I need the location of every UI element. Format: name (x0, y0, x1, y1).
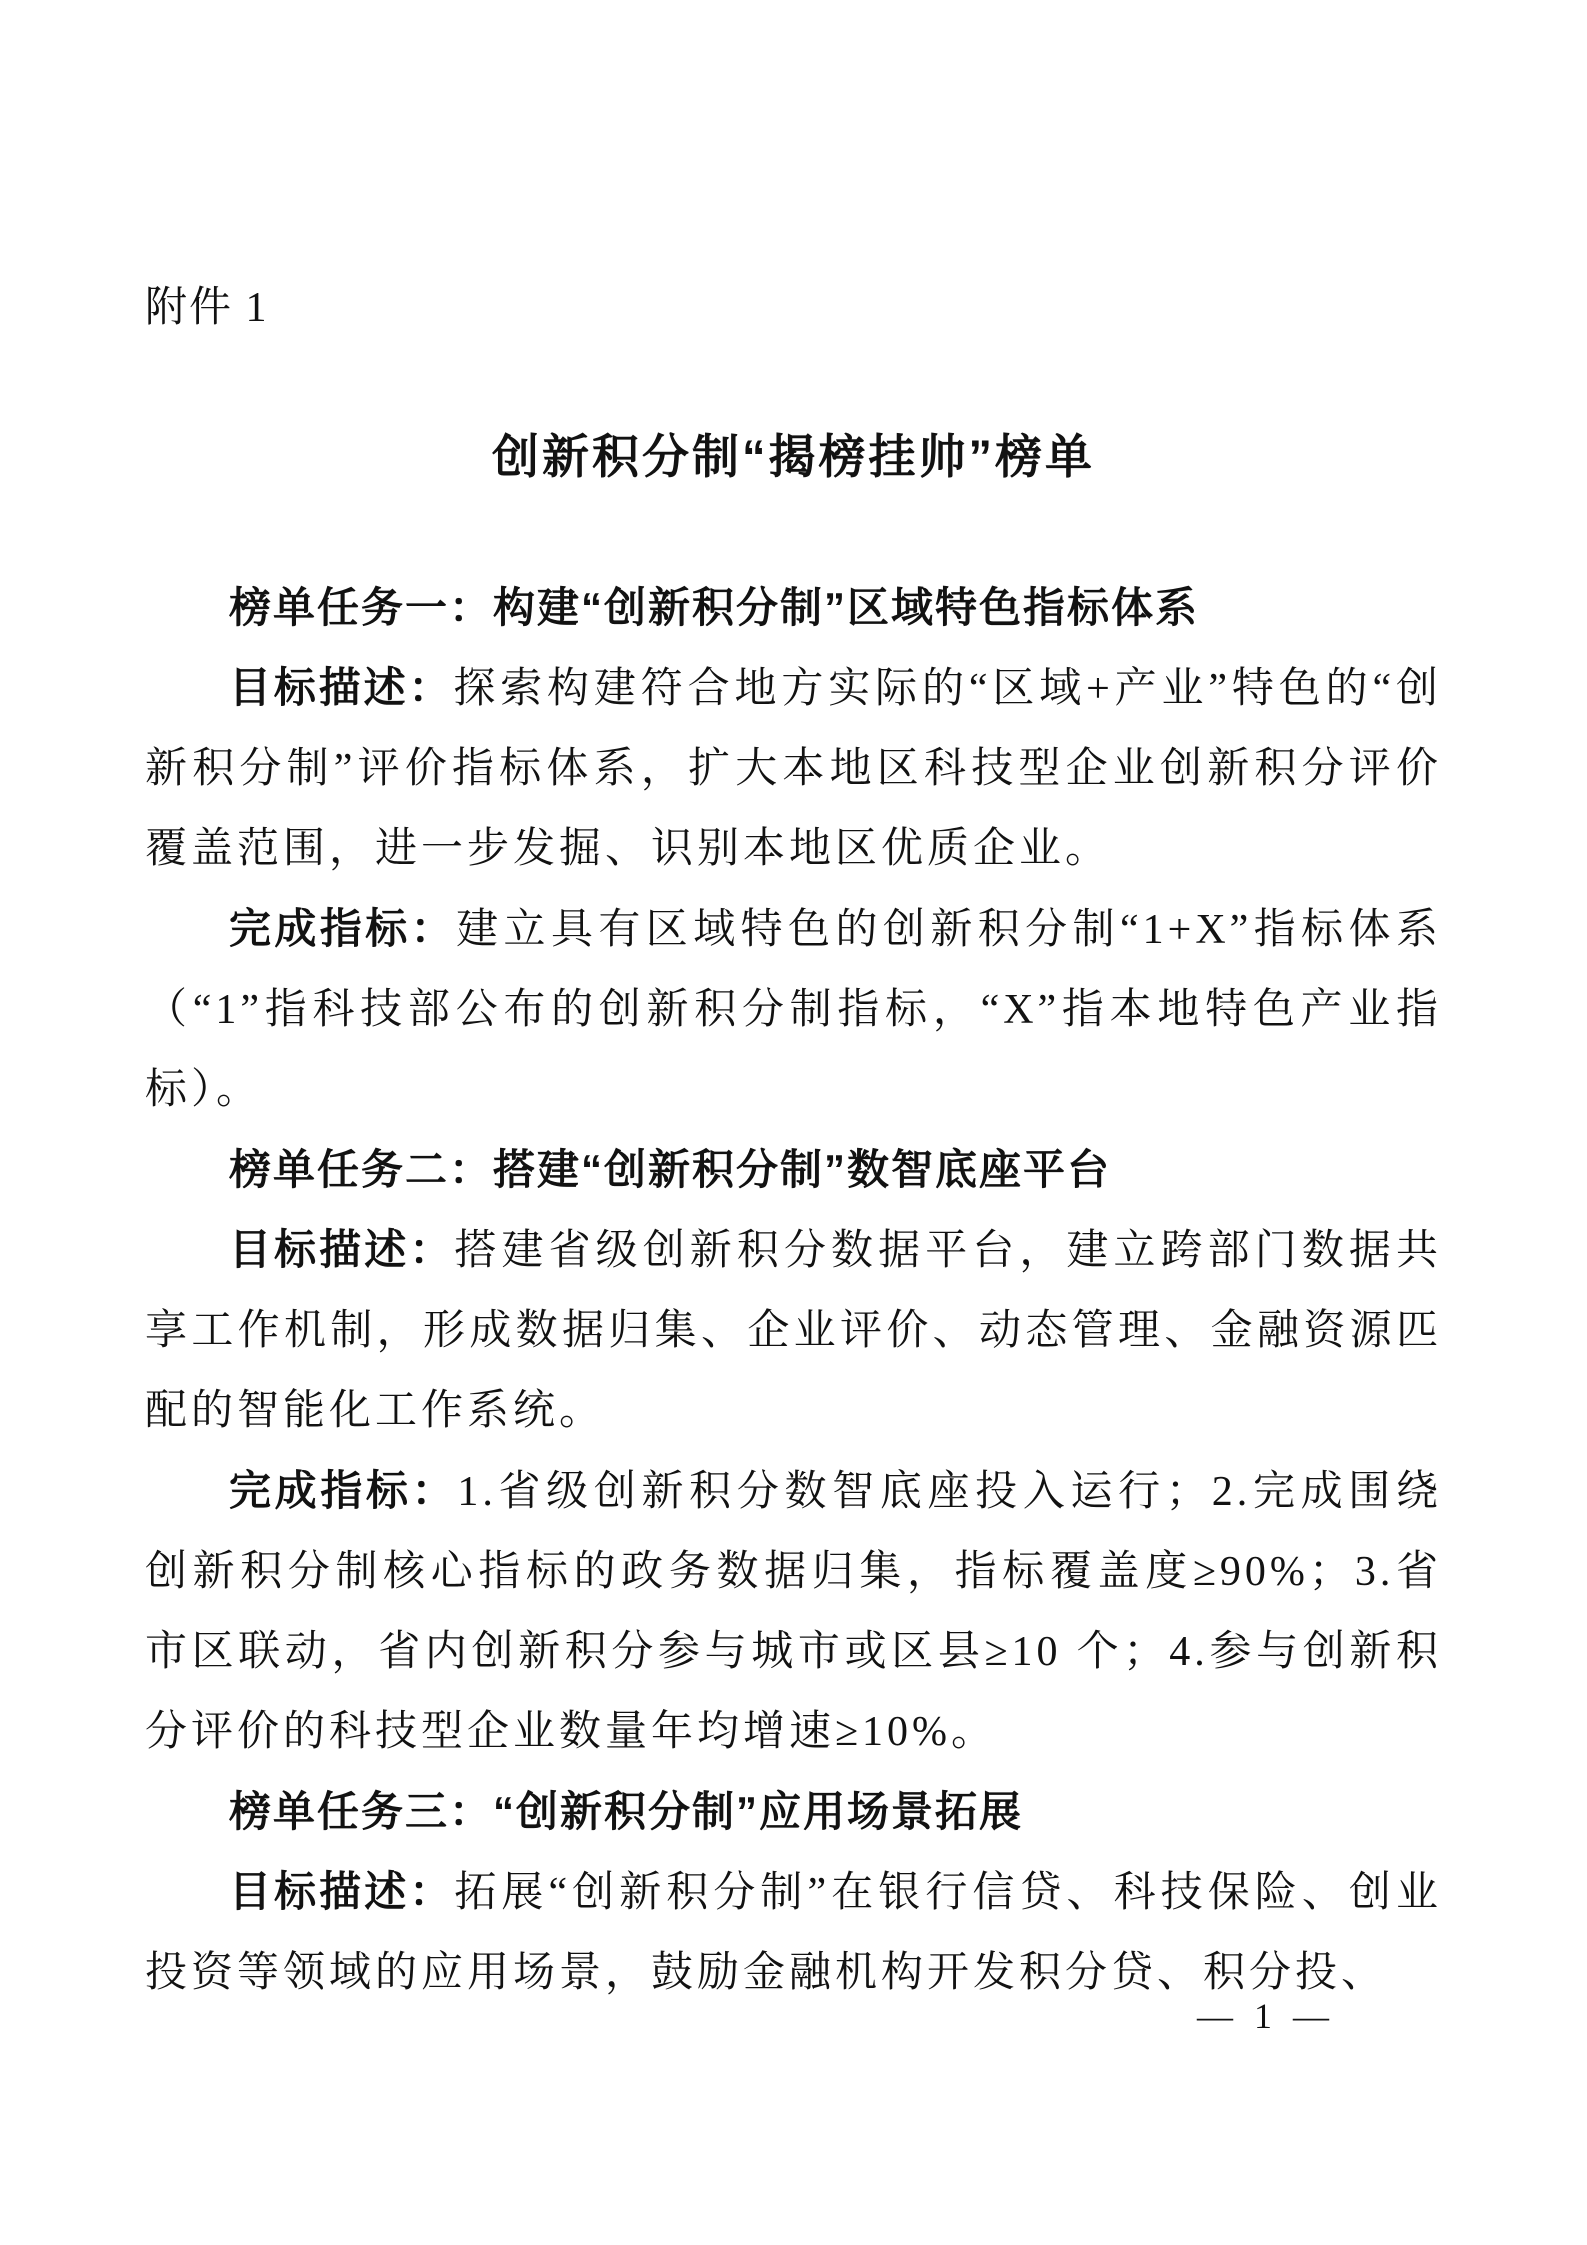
paragraph-label: 目标描述： (229, 664, 454, 711)
task-1-goal-paragraph (145, 648, 1442, 889)
paragraph-text: 搭建省级创新积分数据平台，建立跨部门数据共享工作机制，形成数据归集、企业评价、动态管理、金融资源匹配的智能化工作系统。 (145, 1228, 1442, 1434)
page-number: — 1 — (1197, 1996, 1335, 2036)
paragraph-text: 拓展“创新积分制”在银行信贷、科技保险、创业投资等领域的应用场景，鼓励金融机构开发积分贷、积分投、 (145, 1870, 1442, 1996)
attachment-label: 附件 1 (145, 285, 269, 331)
document-title: 创新积分制“揭榜挂帅”榜单 (492, 430, 1095, 483)
task-heading-3: 榜单任务三：“创新积分制”应用场景拓展 (229, 1788, 1024, 1835)
paragraph-label: 完成指标： (229, 1467, 458, 1514)
paragraph-label: 目标描述： (229, 1868, 455, 1915)
task-2-goal-paragraph (145, 1210, 1442, 1451)
document-body (145, 568, 1442, 2013)
task-heading-1: 榜单任务一：构建“创新积分制”区域特色指标体系 (229, 584, 1200, 631)
paragraph-text: 探索构建符合地方实际的“区域+产业”特色的“创新积分制”评价指标体系，扩大本地区科技型企业创新积分评价覆盖范围，进一步发掘、识别本地区优质企业。 (145, 666, 1442, 872)
paragraph-label: 目标描述： (229, 1226, 455, 1273)
task-3-goal-paragraph (145, 1852, 1442, 2013)
paragraph-text: 1.省级创新积分数智底座投入运行；2.完成围绕创新积分制核心指标的政务数据归集，指标覆盖度≥90%；3.省市区联动，省内创新积分参与城市或区县≥10 个；4.参与创新积分评价的科技型企业数量年均增速≥10%。 (145, 1469, 1442, 1755)
task-1-metric-paragraph (145, 889, 1442, 1130)
task-heading-2: 榜单任务二：搭建“创新积分制”数智底座平台 (229, 1146, 1112, 1193)
paragraph-label: 完成指标： (229, 905, 457, 952)
paragraph-text: 建立具有区域特色的创新积分制“1+X”指标体系（“1”指科技部公布的创新积分制指标，“X”指本地特色产业指标）。 (145, 907, 1442, 1113)
task-2-metric-paragraph (145, 1451, 1442, 1772)
